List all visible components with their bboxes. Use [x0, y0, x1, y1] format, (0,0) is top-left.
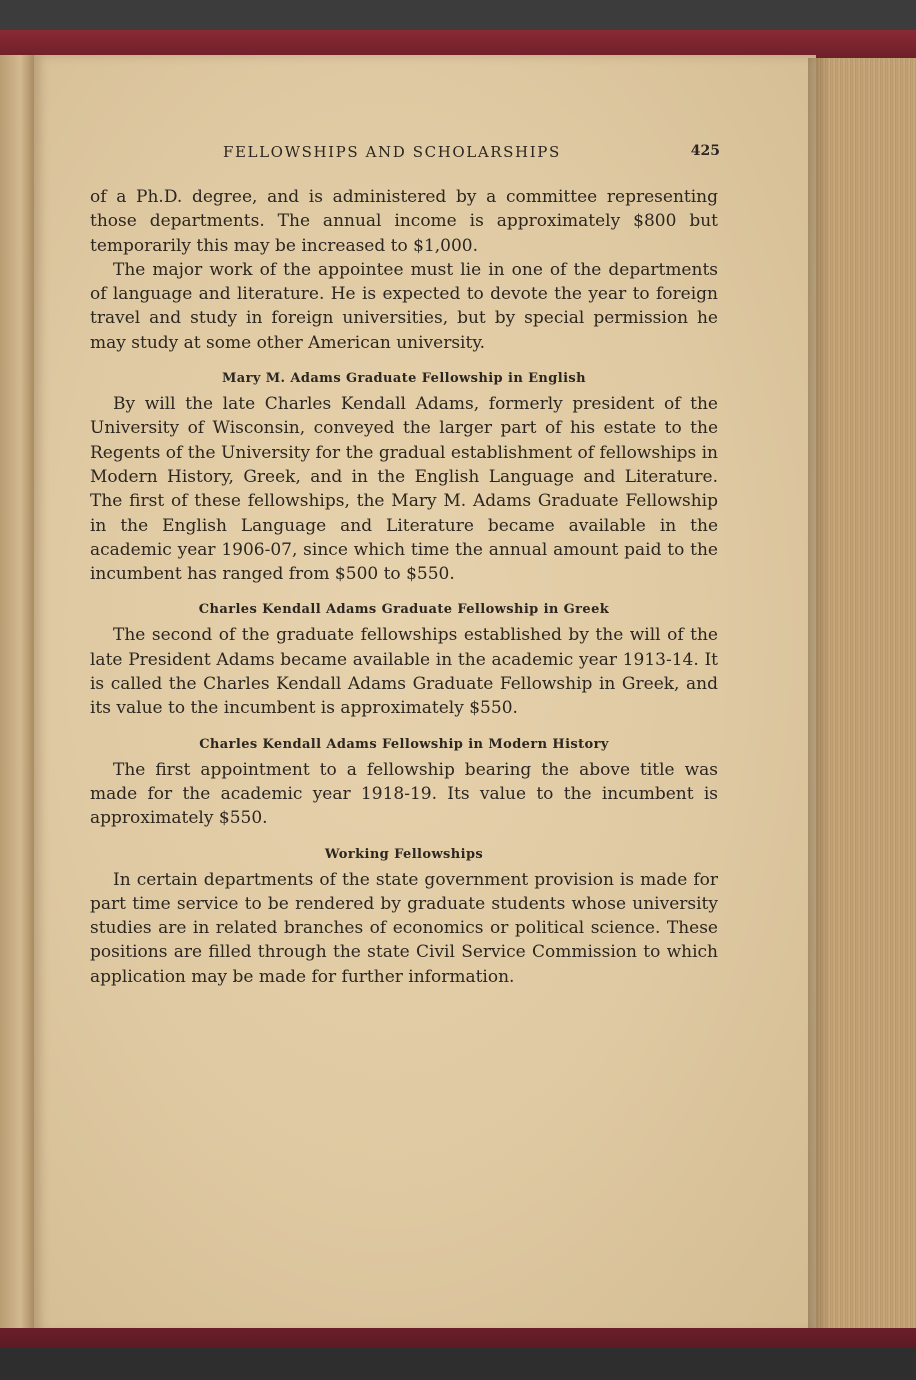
section-heading: Charles Kendall Adams Graduate Fellowship in Greek	[198, 602, 610, 618]
page-stack-edge	[816, 58, 916, 1330]
intro-paragraph-1: of a Ph.D. degree, and is administered by a committee representing those departments. The annual income is approximately $800 but temporarily this may be increased to $1,000.	[90, 187, 718, 256]
running-title: FELLOWSHIPS AND SCHOLARSHIPS	[223, 143, 561, 161]
page-gutter-shadow	[808, 58, 830, 1330]
running-header	[90, 143, 718, 167]
intro-paragraph-2: The major work of the appointee must lie in one of the departments of language and literature. He is expected to devote the year to foreign travel and study in foreign universities, but by special permission he may study at some other American university.	[90, 259, 718, 353]
section-heading: Mary M. Adams Graduate Fellowship in English	[222, 371, 586, 387]
section-body: By will the late Charles Kendall Adams, formerly president of the University of Wisconsin, conveyed the larger part of his estate to the Regents of the University for the gradual establishment of fellowships in Modern History, Greek, and in the English Language and Literature. The first of these fellowships, the Mary M. Adams Graduate Fellowship in the English Language and Literature became available in the academic year 1906-07, since which time the annual amount paid to the incumbent has ranged from $500 to $550.	[90, 394, 718, 585]
left-page-edge	[0, 55, 34, 1335]
book-cover-bottom-edge	[0, 1328, 916, 1350]
page-content	[90, 143, 718, 989]
section-body: The second of the graduate fellowships established by the will of the late President Adams became available in the academic year 1913-14. It is called the Charles Kendall Adams Graduate Fellowship in Greek, and its value to the incumbent is approximately $550.	[90, 625, 718, 719]
background-bottom	[0, 1348, 916, 1380]
page-number: 425	[690, 143, 720, 159]
section-heading: Charles Kendall Adams Fellowship in Modern History	[199, 736, 609, 752]
section-body: In certain departments of the state government provision is made for part time service to be rendered by graduate students whose university studies are in related branches of economics or political science. These positions are filled through the state Civil Service Commission to which application may be made for further information.	[90, 869, 718, 987]
background-top	[0, 0, 916, 34]
section-body: The first appointment to a fellowship bearing the above title was made for the academic year 1918-19. Its value to the incumbent is approximately $550.	[90, 759, 718, 829]
section-heading: Working Fellowships	[324, 846, 484, 862]
